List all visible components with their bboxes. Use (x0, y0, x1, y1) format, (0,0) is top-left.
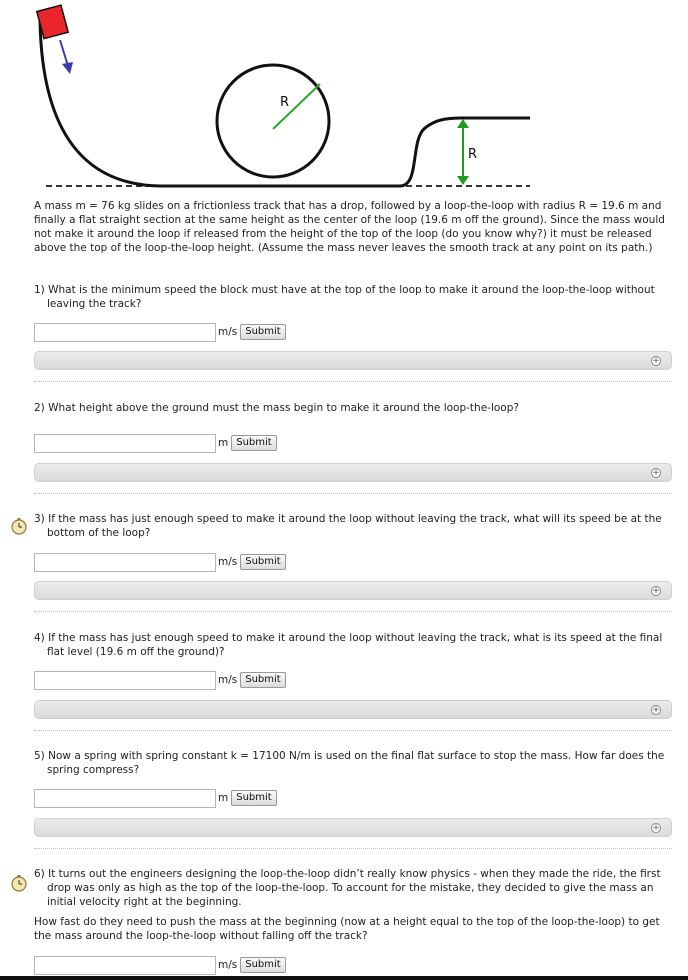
question-2 (34, 401, 672, 415)
clock-icon (10, 874, 28, 892)
question-4 (34, 631, 672, 659)
answer-row-2 (34, 432, 277, 454)
plus-icon[interactable]: + (652, 705, 660, 715)
question-5-text: 5) Now a spring with spring constant k = 17100 N/m is used on the final flat surface to stop the mass. How far does the spring compress? (34, 750, 665, 776)
question-1-text: 1) What is the minimum speed the block must have at the top of the loop to make it around the loop-the-loop without leaving the track? (34, 284, 655, 310)
answer-input-6[interactable] (34, 956, 216, 975)
plus-icon[interactable]: + (652, 823, 660, 833)
unit-label-3: m/s (218, 556, 238, 568)
question-4-text: 4) If the mass has just enough speed to make it around the loop without leaving the track, what is its speed at the final flat level (19.6 m off the ground)? (34, 632, 663, 658)
hint-bar-4[interactable] (34, 700, 672, 719)
question-6 (34, 867, 672, 943)
divider (34, 381, 672, 382)
divider (34, 611, 672, 612)
velocity-arrow-head (62, 62, 73, 74)
height-radius-label: R (468, 147, 478, 162)
answer-input-4[interactable] (34, 671, 216, 690)
divider (34, 848, 672, 849)
submit-button-1[interactable]: Submit (240, 324, 285, 340)
submit-button-6[interactable]: Submit (240, 957, 285, 973)
track-loop (217, 65, 329, 177)
answer-row-6 (34, 954, 286, 976)
unit-label-6: m/s (218, 959, 238, 971)
bottom-edge-bar (0, 976, 688, 980)
track-rise (400, 118, 530, 186)
question-5 (34, 749, 672, 777)
problem-statement: A mass m = 76 kg slides on a frictionless track that has a drop, followed by a loop-the-loop with radius R = 19.6 m and finally a flat straight section at the same height as the center of the loop (19.6 m off the ground). Since the mass would not make it around the loop if released from the height of the top of the loop (do you know why?) it must be released above the top of the loop-the-loop height. (Assume the mass never leaves the smooth track at any point on its path.) (34, 200, 665, 254)
submit-button-5[interactable]: Submit (231, 790, 276, 806)
answer-input-1[interactable] (34, 323, 216, 342)
unit-label-1: m/s (218, 326, 238, 338)
unit-label-2: m (218, 437, 229, 449)
question-1 (34, 283, 672, 311)
answer-row-3 (34, 551, 286, 573)
hint-bar-2[interactable] (34, 463, 672, 482)
clock-icon (10, 517, 28, 535)
answer-input-5[interactable] (34, 789, 216, 808)
submit-button-2[interactable]: Submit (231, 435, 276, 451)
question-3 (34, 512, 672, 540)
submit-button-3[interactable]: Submit (240, 554, 285, 570)
question-3-text: 3) If the mass has just enough speed to make it around the loop without leaving the track, what will its speed be at the bottom of the loop? (34, 513, 662, 539)
velocity-arrow-line (60, 40, 68, 66)
answer-input-3[interactable] (34, 553, 216, 572)
unit-label-4: m/s (218, 674, 238, 686)
answer-input-2[interactable] (34, 434, 216, 453)
answer-row-1 (34, 321, 286, 343)
height-arrow-head-up (457, 119, 469, 128)
submit-button-4[interactable]: Submit (240, 672, 285, 688)
question-6-followup-text: How fast do they need to push the mass at the beginning (now at a height equal to the top of the loop-the-loop) to get the mass around the loop-the-loop without falling off the track? (34, 916, 660, 942)
answer-row-5 (34, 787, 277, 809)
unit-label-5: m (218, 792, 229, 804)
hint-bar-1[interactable] (34, 351, 672, 370)
loop-radius-label: R (280, 95, 290, 110)
divider (34, 730, 672, 731)
height-arrow-head-down (457, 176, 469, 185)
plus-icon[interactable]: + (652, 356, 660, 366)
answer-row-4 (34, 669, 286, 691)
hint-bar-3[interactable] (34, 581, 672, 600)
loop-the-loop-diagram (0, 0, 688, 195)
question-2-text: 2) What height above the ground must the mass begin to make it around the loop-the-loop? (34, 402, 519, 414)
hint-bar-5[interactable] (34, 818, 672, 837)
divider (34, 493, 672, 494)
question-6-text: 6) It turns out the engineers designing the loop-the-loop didn’t really know physics - when they made the ride, the first drop was only as high as the top of the loop-the-loop. To account for the mistake, they decided to give the mass an initial velocity right at the beginning. (34, 868, 661, 908)
plus-icon[interactable]: + (652, 468, 660, 478)
plus-icon[interactable]: + (652, 586, 660, 596)
